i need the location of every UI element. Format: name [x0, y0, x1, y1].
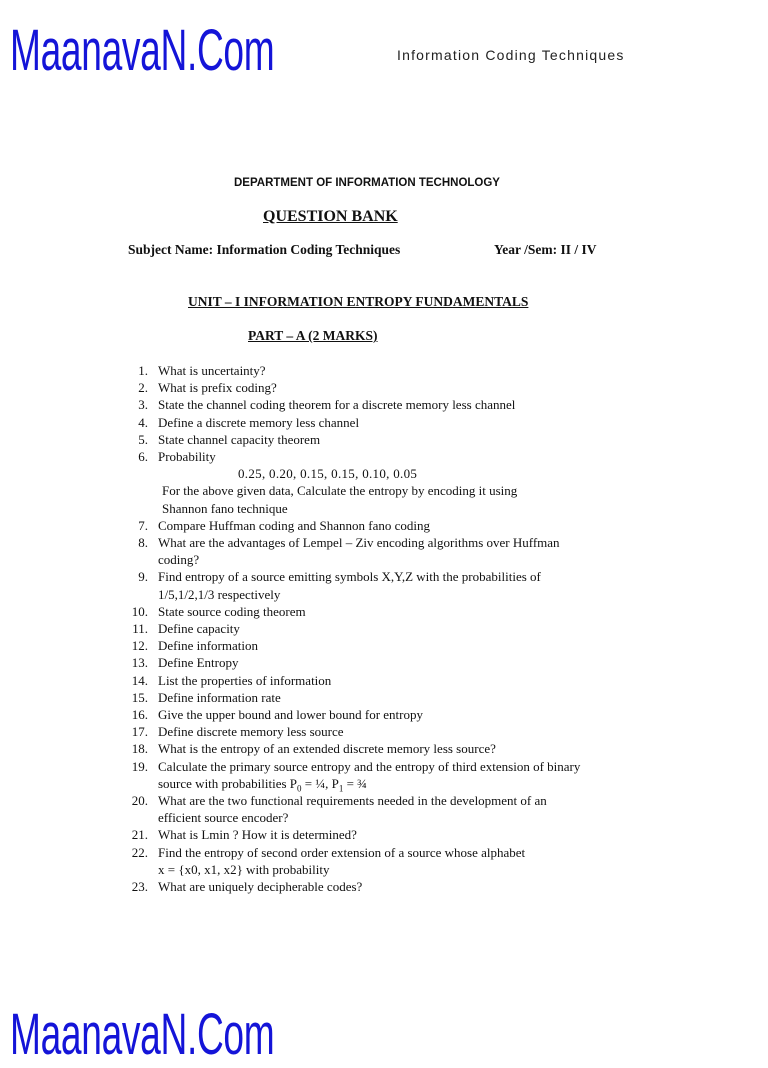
question-text: efficient source encoder? — [158, 810, 289, 826]
question-number: 22. — [131, 844, 148, 860]
question-number: 23. — [131, 879, 148, 895]
question-item — [0, 689, 700, 706]
question-text: Define discrete memory less source — [158, 724, 344, 740]
question-item — [0, 706, 700, 723]
p0-value: = ¼, — [301, 775, 332, 791]
question-number: 16. — [131, 707, 148, 723]
question-text: Define information — [158, 638, 258, 654]
question-number: 9. — [138, 569, 148, 585]
question-text: Define information rate — [158, 689, 281, 705]
question-text: coding? — [158, 552, 200, 568]
question-text: Compare Huffman coding and Shannon fano coding — [158, 517, 430, 533]
question-number: 8. — [138, 535, 148, 551]
question-text: What are uniquely decipherable codes? — [158, 879, 363, 895]
question-number: 17. — [131, 724, 148, 740]
question-text: What is Lmin ? How it is determined? — [158, 827, 357, 843]
question-text: List the properties of information — [158, 672, 332, 688]
question-number: 3. — [138, 397, 148, 413]
question-item — [0, 620, 700, 637]
question-text: What is prefix coding? — [158, 380, 277, 396]
question-text: What is the entropy of an extended discrete memory less source? — [158, 741, 496, 757]
question-item — [0, 654, 700, 671]
question-text: Probability — [158, 449, 216, 465]
question-text: State channel capacity theorem — [158, 431, 321, 447]
p0-label: P — [289, 775, 298, 791]
question-number: 6. — [138, 449, 148, 465]
question-number: 20. — [131, 793, 148, 809]
question-number: 1. — [138, 363, 148, 378]
question-item — [0, 758, 700, 792]
question-probabilities — [158, 775, 700, 792]
question-text: What are the advantages of Lempel – Ziv encoding algorithms over Huffman — [158, 535, 560, 551]
question-text: x = {x0, x1, x2} with probability — [158, 861, 330, 877]
question-list — [0, 362, 700, 895]
part-heading: PART – A (2 MARKS) — [248, 328, 378, 343]
question-number: 15. — [131, 689, 148, 705]
question-item — [0, 517, 700, 534]
question-item — [0, 362, 700, 379]
question-item — [0, 603, 700, 620]
question-text: Calculate the primary source entropy and the entropy of third extension of binary — [158, 758, 581, 774]
document-title: QUESTION BANK — [263, 208, 398, 225]
question-text: Define capacity — [158, 621, 240, 637]
course-title-header: Information Coding Techniques — [397, 47, 625, 63]
question-number: 7. — [138, 517, 148, 533]
question-item — [0, 878, 700, 895]
question-text: Give the upper bound and lower bound for entropy — [158, 707, 423, 723]
p1-value: = ¾ — [343, 775, 367, 791]
year-semester: Year /Sem: II / IV — [494, 242, 597, 257]
question-text: What is uncertainty? — [158, 363, 266, 378]
question-item — [0, 448, 700, 517]
question-item — [0, 740, 700, 757]
probabilities-prefix: source with probabilities — [158, 775, 290, 791]
question-text: For the above given data, Calculate the entropy by encoding it using — [162, 483, 518, 499]
question-item — [0, 396, 700, 413]
p0-subscript: 0 — [297, 783, 302, 794]
question-number: 4. — [138, 414, 148, 430]
question-number: 11. — [132, 621, 148, 637]
question-item — [0, 379, 700, 396]
question-item — [0, 792, 700, 826]
question-number: 13. — [131, 655, 148, 671]
question-item — [0, 534, 700, 568]
question-text: What are the two functional requirements needed in the development of an — [158, 793, 547, 809]
question-text: State the channel coding theorem for a discrete memory less channel — [158, 397, 516, 413]
question-number: 12. — [131, 638, 148, 654]
site-logo: MaanavaN.Com — [10, 18, 275, 83]
footer-logo: MaanavaN.Com — [10, 1002, 275, 1067]
unit-heading: UNIT – I INFORMATION ENTROPY FUNDAMENTALS — [188, 294, 529, 309]
question-number: 5. — [138, 431, 148, 447]
question-item — [0, 431, 700, 448]
question-text: Define a discrete memory less channel — [158, 414, 360, 430]
question-text: Shannon fano technique — [162, 500, 288, 516]
question-text: 1/5,1/2,1/3 respectively — [158, 586, 281, 602]
question-item — [0, 844, 700, 878]
p1-label: P — [331, 775, 339, 791]
question-item — [0, 723, 700, 740]
question-number: 10. — [131, 603, 148, 619]
question-item — [0, 414, 700, 431]
subject-name: Subject Name: Information Coding Techniques — [128, 242, 401, 257]
question-text: Find the entropy of second order extension of a source whose alphabet — [158, 844, 526, 860]
question-item — [0, 637, 700, 654]
question-item — [0, 568, 700, 602]
department-heading: DEPARTMENT OF INFORMATION TECHNOLOGY — [234, 177, 500, 189]
question-item — [0, 672, 700, 689]
question-number: 2. — [138, 380, 148, 396]
probability-values: 0.25, 0.20, 0.15, 0.15, 0.10, 0.05 — [238, 466, 418, 482]
question-item — [0, 826, 700, 843]
question-number: 21. — [131, 827, 148, 843]
p1-subscript: 1 — [338, 783, 344, 794]
question-text: State source coding theorem — [158, 603, 306, 619]
question-text: Find entropy of a source emitting symbols X,Y,Z with the probabilities of — [158, 569, 541, 585]
question-text: Define Entropy — [158, 655, 239, 671]
question-number: 18. — [131, 741, 148, 757]
question-number: 19. — [131, 758, 148, 774]
question-number: 14. — [131, 672, 148, 688]
